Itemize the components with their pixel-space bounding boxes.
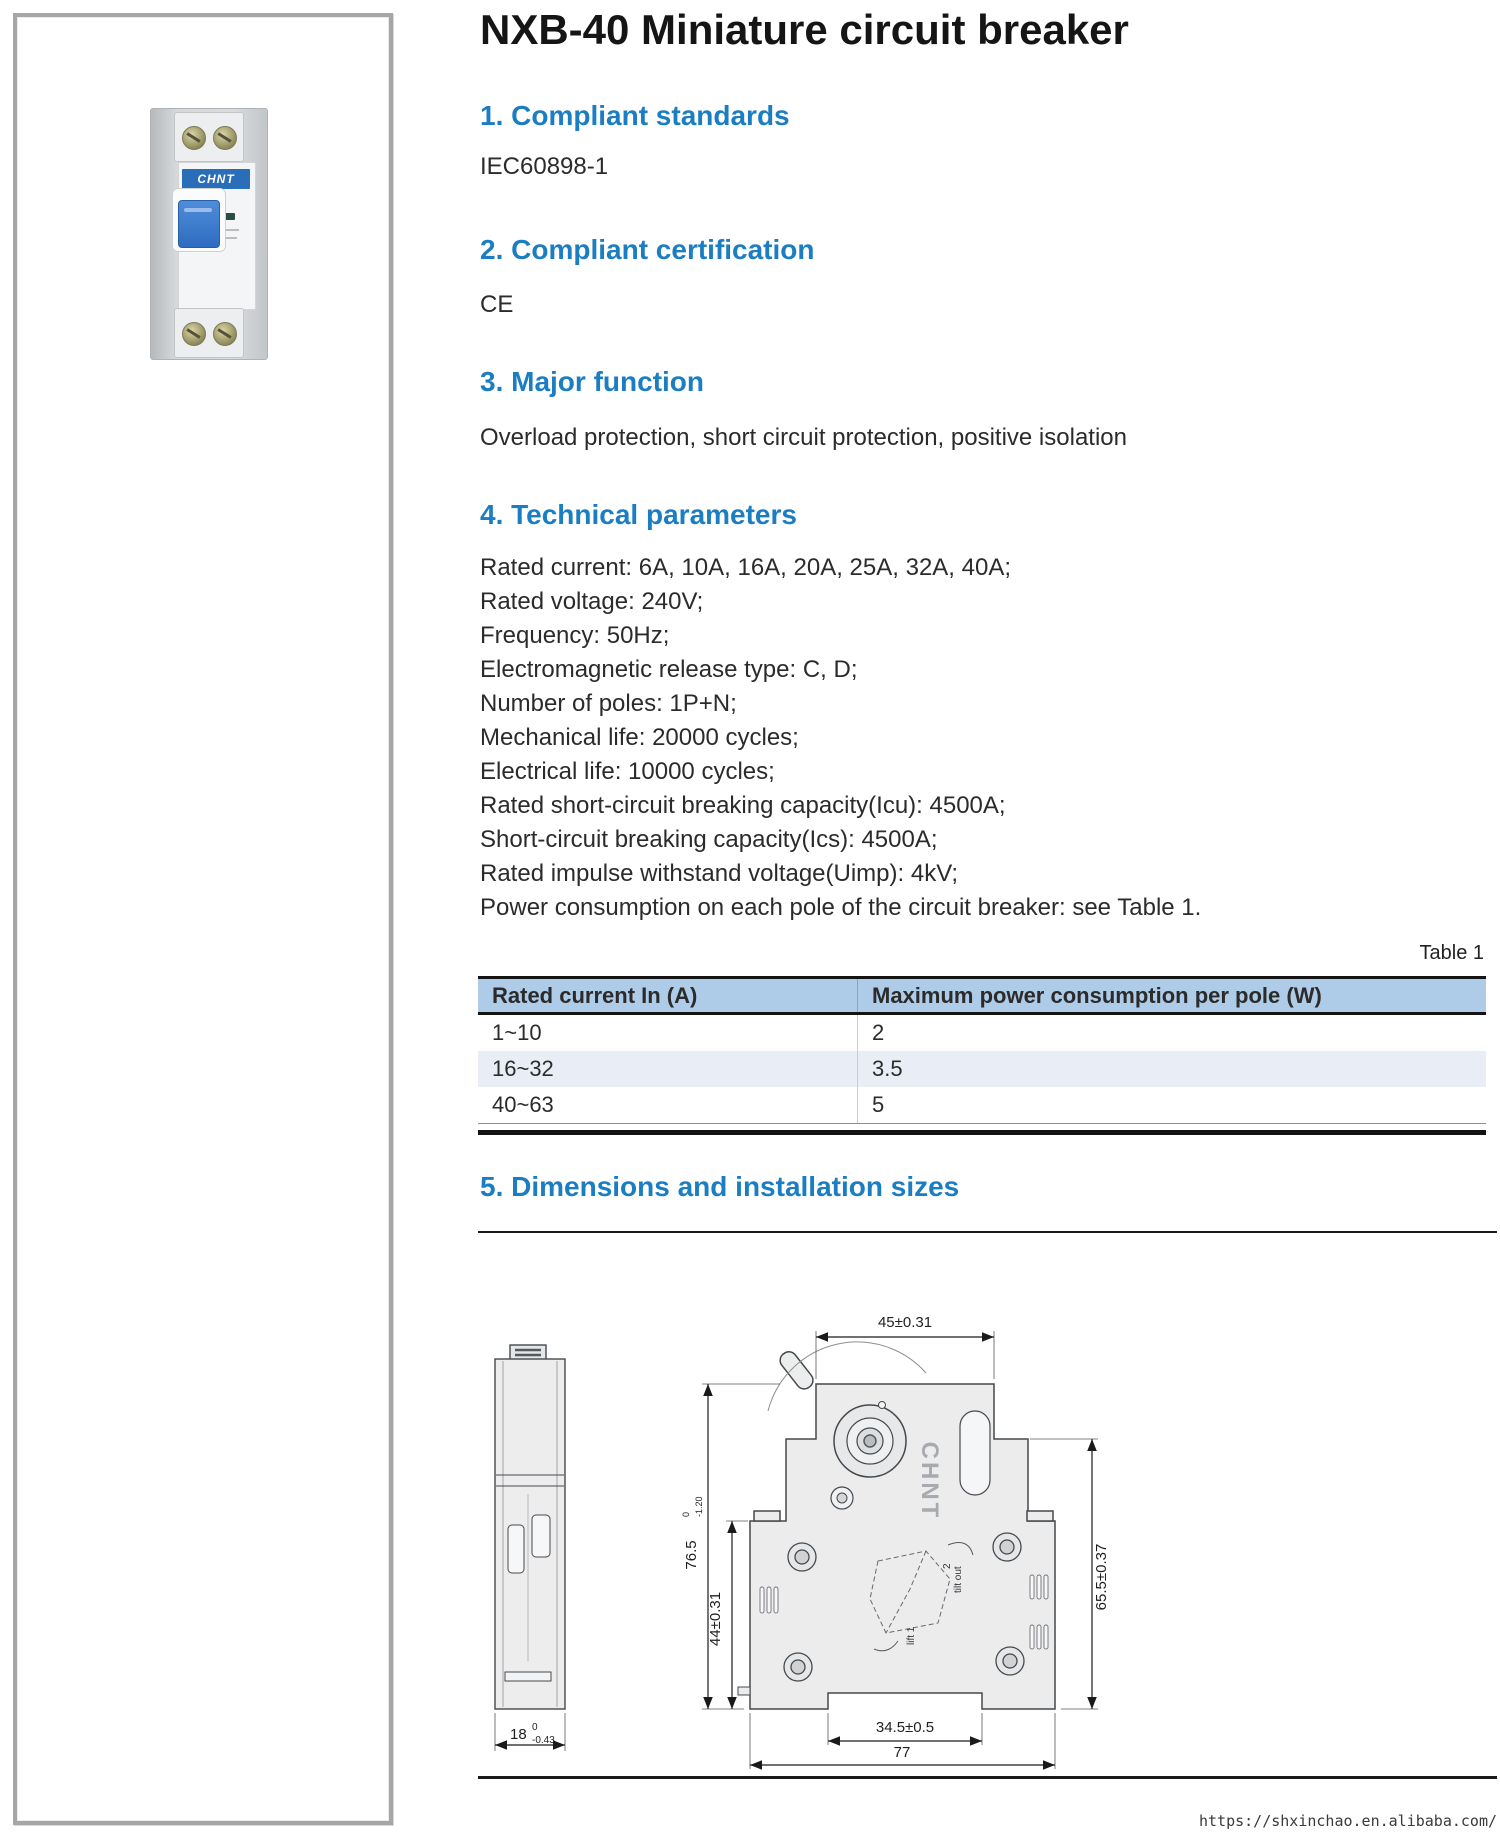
parameters-list xyxy=(480,551,1201,925)
param-line: Rated voltage: 240V; xyxy=(480,588,704,615)
breaker-toggle xyxy=(178,200,220,248)
table-row xyxy=(478,1051,1486,1087)
dim-body-height-label: 44±0.31 xyxy=(707,1591,724,1647)
column-header: Rated current In (A) xyxy=(478,979,858,1012)
dim-total-width-label: 77 xyxy=(893,1744,911,1761)
param-line: Number of poles: 1P+N; xyxy=(480,690,737,717)
dim-height-tol-high: 0 xyxy=(681,1511,691,1517)
param-line: Mechanical life: 20000 cycles; xyxy=(480,724,799,751)
breaker-top-terminal xyxy=(174,112,244,162)
table-cell: 5 xyxy=(872,1092,885,1117)
function-value: Overload protection, short circuit protection, positive isolation xyxy=(480,424,1127,451)
param-line: Electromagnetic release type: C, D; xyxy=(480,656,858,683)
terminal-screw-icon xyxy=(182,126,206,150)
divider-line xyxy=(478,1776,1497,1779)
front-view-drawing xyxy=(738,1342,1055,1709)
certification-value: CE xyxy=(480,291,514,318)
toggle-frame xyxy=(172,188,226,252)
table-cell: 1~10 xyxy=(478,1015,858,1051)
table-bottom-thick-line xyxy=(478,1130,1486,1135)
dim-depth-label: 18 xyxy=(510,1726,527,1743)
table-row xyxy=(478,1087,1486,1123)
dim-rail-span-label: 34.5±0.5 xyxy=(875,1719,935,1736)
table-cell: 2 xyxy=(872,1020,885,1045)
drawing-brand-text: CHNT xyxy=(916,1441,943,1521)
dimension-drawing xyxy=(480,1289,1160,1771)
tilt-out-note: tilt out xyxy=(953,1566,964,1593)
product-photo-panel xyxy=(13,13,393,1825)
section-heading-certification: 2. Compliant certification xyxy=(480,234,815,265)
power-consumption-table xyxy=(478,976,1486,1135)
terminal-screw-icon xyxy=(182,322,206,346)
footer-url: https://shxinchao.en.alibaba.com/ xyxy=(1198,1812,1497,1830)
section-heading-function: 3. Major function xyxy=(480,366,704,397)
table-caption: Table 1 xyxy=(1419,942,1484,964)
document-content xyxy=(480,0,1490,1838)
circuit-breaker-photo xyxy=(150,108,268,360)
dim-depth-tol-high: 0 xyxy=(532,1722,538,1733)
table-row xyxy=(478,1015,1486,1051)
standards-value: IEC60898-1 xyxy=(480,153,609,180)
lift-note: lift 1 xyxy=(906,1626,917,1645)
table-bottom-thin-line xyxy=(478,1123,1486,1130)
divider-line xyxy=(478,1231,1497,1233)
param-line: Power consumption on each pole of the circuit breaker: see Table 1. xyxy=(480,894,1202,921)
section-heading-parameters: 4. Technical parameters xyxy=(480,499,797,530)
param-line: Rated short-circuit breaking capacity(Icu): 4500A; xyxy=(480,792,1006,819)
table-cell: 40~63 xyxy=(478,1087,858,1123)
side-view-drawing xyxy=(495,1345,565,1709)
table-cell: 3.5 xyxy=(872,1056,903,1081)
dim-depth-tol-low: -0.43 xyxy=(532,1735,555,1746)
tilt-out-number: 2 xyxy=(942,1563,953,1569)
param-line: Rated current: 6A, 10A, 16A, 20A, 25A, 32A, 40A; xyxy=(480,554,1011,581)
dim-right-height-label: 65.5±0.37 xyxy=(1093,1543,1110,1611)
param-line: Short-circuit breaking capacity(Ics): 4500A; xyxy=(480,826,938,853)
technical-drawing-svg xyxy=(480,1289,1160,1771)
dim-height-tol-low: -1.20 xyxy=(694,1496,704,1517)
terminal-screw-icon xyxy=(213,126,237,150)
column-header: Maximum power consumption per pole (W) xyxy=(872,983,1322,1008)
page-title: NXB-40 Miniature circuit breaker xyxy=(480,6,1129,53)
terminal-screw-icon xyxy=(213,322,237,346)
table-header-row xyxy=(478,979,1486,1015)
dim-top-width-label: 45±0.31 xyxy=(877,1314,933,1331)
section-heading-standards: 1. Compliant standards xyxy=(480,100,790,131)
breaker-bottom-terminal xyxy=(174,308,244,358)
param-line: Rated impulse withstand voltage(Uimp): 4kV; xyxy=(480,860,958,887)
table-cell: 16~32 xyxy=(478,1051,858,1087)
brand-logo: CHNT xyxy=(182,169,250,189)
dim-height-label: 76.5 xyxy=(683,1540,700,1570)
param-line: Frequency: 50Hz; xyxy=(480,622,670,649)
param-line: Electrical life: 10000 cycles; xyxy=(480,758,775,785)
section-heading-dimensions: 5. Dimensions and installation sizes xyxy=(480,1171,960,1202)
